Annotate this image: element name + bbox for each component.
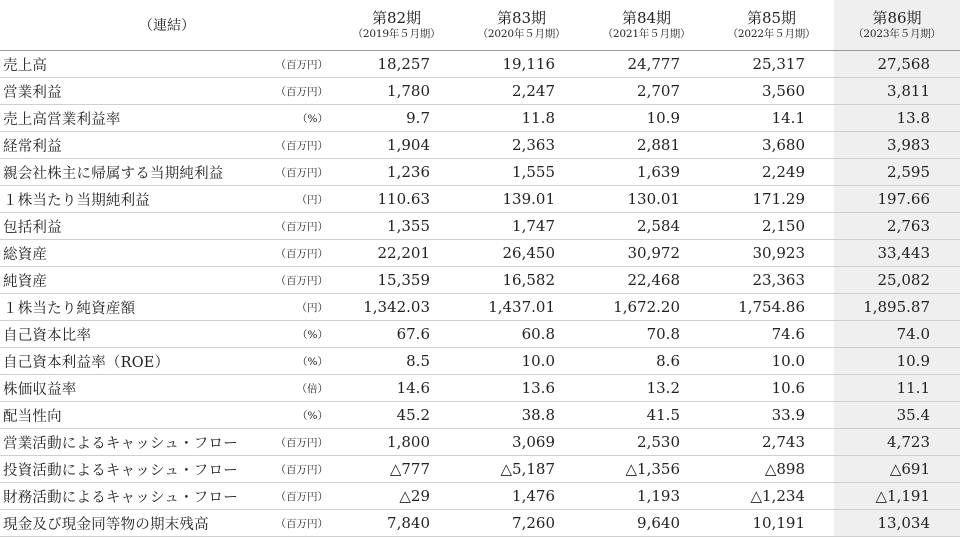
period-date: （2019年５月期） [352,27,441,40]
value-cell: 1,672.20 [584,294,709,321]
row-unit: （%） [268,402,334,429]
row-unit: （倍） [268,375,334,402]
value-cell: 18,257 [334,51,459,78]
period-date: （2022年５月期） [727,27,816,40]
value-cell: 2,150 [709,213,834,240]
table-row [0,510,960,537]
value-cell-current: 1,895.87 [834,294,960,321]
table-row [0,51,960,78]
row-label: 現金及び現金同等物の期末残高 [0,510,268,537]
value-cell: 10.6 [709,375,834,402]
value-cell-current: 74.0 [834,321,960,348]
row-label: １株当たり純資産額 [0,294,268,321]
value-cell: 2,247 [459,78,584,105]
value-cell: 171.29 [709,186,834,213]
value-cell-current: 197.66 [834,186,960,213]
row-unit: （円） [268,294,334,321]
row-unit: （円） [268,186,334,213]
table-row [0,132,960,159]
value-cell-current: △691 [834,456,960,483]
table-body [0,51,960,537]
value-cell: 3,560 [709,78,834,105]
value-cell-current: 25,082 [834,267,960,294]
period-header-current [834,0,960,51]
value-cell: 70.8 [584,321,709,348]
table-row [0,186,960,213]
row-label: 包括利益 [0,213,268,240]
row-unit: （百万円） [268,267,334,294]
value-cell-current: 3,983 [834,132,960,159]
value-cell: 11.8 [459,105,584,132]
value-cell-current: 4,723 [834,429,960,456]
period-date: （2023年５月期） [853,27,941,40]
value-cell: 26,450 [459,240,584,267]
table-row [0,105,960,132]
value-cell: 1,342.03 [334,294,459,321]
row-unit: （百万円） [268,213,334,240]
value-cell: 3,680 [709,132,834,159]
value-cell-current: 10.9 [834,348,960,375]
value-cell: 1,555 [459,159,584,186]
value-cell: 139.01 [459,186,584,213]
period-date: （2021年５月期） [602,27,691,40]
table-row [0,348,960,375]
value-cell: 8.6 [584,348,709,375]
value-cell: 2,249 [709,159,834,186]
value-cell: 30,923 [709,240,834,267]
value-cell: 2,707 [584,78,709,105]
value-cell: 60.8 [459,321,584,348]
value-cell: 24,777 [584,51,709,78]
value-cell: 2,363 [459,132,584,159]
value-cell: 1,437.01 [459,294,584,321]
table-row [0,375,960,402]
value-cell: 10.0 [459,348,584,375]
value-cell: 23,363 [709,267,834,294]
value-cell: 16,582 [459,267,584,294]
row-unit: （%） [268,105,334,132]
value-cell: 74.6 [709,321,834,348]
row-unit: （百万円） [268,510,334,537]
row-unit: （百万円） [268,240,334,267]
value-cell: 2,530 [584,429,709,456]
value-cell: △5,187 [459,456,584,483]
row-label: 配当性向 [0,402,268,429]
period-name: 第84期 [621,9,672,28]
row-label: 売上高 [0,51,268,78]
value-cell: 9,640 [584,510,709,537]
value-cell: 30,972 [584,240,709,267]
value-cell: 1,355 [334,213,459,240]
value-cell: 1,800 [334,429,459,456]
row-unit: （百万円） [268,51,334,78]
value-cell: 9.7 [334,105,459,132]
row-label: 営業活動によるキャッシュ・フロー [0,429,268,456]
row-unit: （%） [268,348,334,375]
table-row [0,483,960,510]
value-cell: 25,317 [709,51,834,78]
value-cell: 1,754.86 [709,294,834,321]
value-cell: 130.01 [584,186,709,213]
value-cell-current: 35.4 [834,402,960,429]
value-cell: 14.6 [334,375,459,402]
value-cell-current: 13.8 [834,105,960,132]
value-cell: △777 [334,456,459,483]
value-cell: 1,193 [584,483,709,510]
row-unit: （百万円） [268,132,334,159]
period-header [584,0,709,51]
value-cell: 1,904 [334,132,459,159]
row-label: 投資活動によるキャッシュ・フロー [0,456,268,483]
value-cell: 1,236 [334,159,459,186]
value-cell: 1,476 [459,483,584,510]
value-cell: 110.63 [334,186,459,213]
table-row [0,213,960,240]
value-cell: 10,191 [709,510,834,537]
value-cell-current: 27,568 [834,51,960,78]
value-cell: 19,116 [459,51,584,78]
value-cell: 2,743 [709,429,834,456]
value-cell: 8.5 [334,348,459,375]
period-name: 第82期 [371,9,422,28]
period-name: 第85期 [746,9,797,28]
value-cell: 10.9 [584,105,709,132]
value-cell-current: △1,191 [834,483,960,510]
row-unit: （百万円） [268,78,334,105]
value-cell: 33.9 [709,402,834,429]
value-cell: 7,840 [334,510,459,537]
value-cell-current: 11.1 [834,375,960,402]
row-label: 経常利益 [0,132,268,159]
row-label: 営業利益 [0,78,268,105]
value-cell: 13.6 [459,375,584,402]
row-unit: （百万円） [268,429,334,456]
row-unit: （百万円） [268,483,334,510]
row-label: 自己資本比率 [0,321,268,348]
row-unit: （百万円） [268,159,334,186]
value-cell-current: 2,595 [834,159,960,186]
row-label: 売上高営業利益率 [0,105,268,132]
value-cell: 38.8 [459,402,584,429]
period-name: 第83期 [496,9,547,28]
value-cell: 45.2 [334,402,459,429]
table-row [0,456,960,483]
header-row [0,0,960,51]
value-cell-current: 33,443 [834,240,960,267]
row-label: 親会社株主に帰属する当期純利益 [0,159,268,186]
value-cell: 2,584 [584,213,709,240]
table-row [0,321,960,348]
table-row [0,78,960,105]
value-cell: 22,201 [334,240,459,267]
value-cell: 10.0 [709,348,834,375]
value-cell: 1,780 [334,78,459,105]
table-row [0,402,960,429]
table-row [0,429,960,456]
period-header [459,0,584,51]
value-cell: 67.6 [334,321,459,348]
period-date: （2020年５月期） [477,27,566,40]
value-cell-current: 3,811 [834,78,960,105]
period-header [709,0,834,51]
value-cell: 1,639 [584,159,709,186]
value-cell: △1,356 [584,456,709,483]
row-unit: （%） [268,321,334,348]
table-row [0,159,960,186]
value-cell: △1,234 [709,483,834,510]
row-label: 総資産 [0,240,268,267]
value-cell: 15,359 [334,267,459,294]
row-label: 財務活動によるキャッシュ・フロー [0,483,268,510]
value-cell: 41.5 [584,402,709,429]
table-row [0,240,960,267]
value-cell: 22,468 [584,267,709,294]
table-row [0,294,960,321]
value-cell: 3,069 [459,429,584,456]
value-cell-current: 2,763 [834,213,960,240]
period-name: 第86期 [872,9,922,28]
row-label: 純資産 [0,267,268,294]
period-header [334,0,459,51]
row-label: １株当たり当期純利益 [0,186,268,213]
value-cell: 14.1 [709,105,834,132]
value-cell-current: 13,034 [834,510,960,537]
row-label: 自己資本利益率（ROE） [0,348,268,375]
row-unit: （百万円） [268,456,334,483]
value-cell: △29 [334,483,459,510]
row-label: 株価収益率 [0,375,268,402]
table-row [0,267,960,294]
consolidated-label: （連結） [0,0,334,51]
value-cell: 7,260 [459,510,584,537]
value-cell: 1,747 [459,213,584,240]
value-cell: 13.2 [584,375,709,402]
value-cell: 2,881 [584,132,709,159]
value-cell: △898 [709,456,834,483]
